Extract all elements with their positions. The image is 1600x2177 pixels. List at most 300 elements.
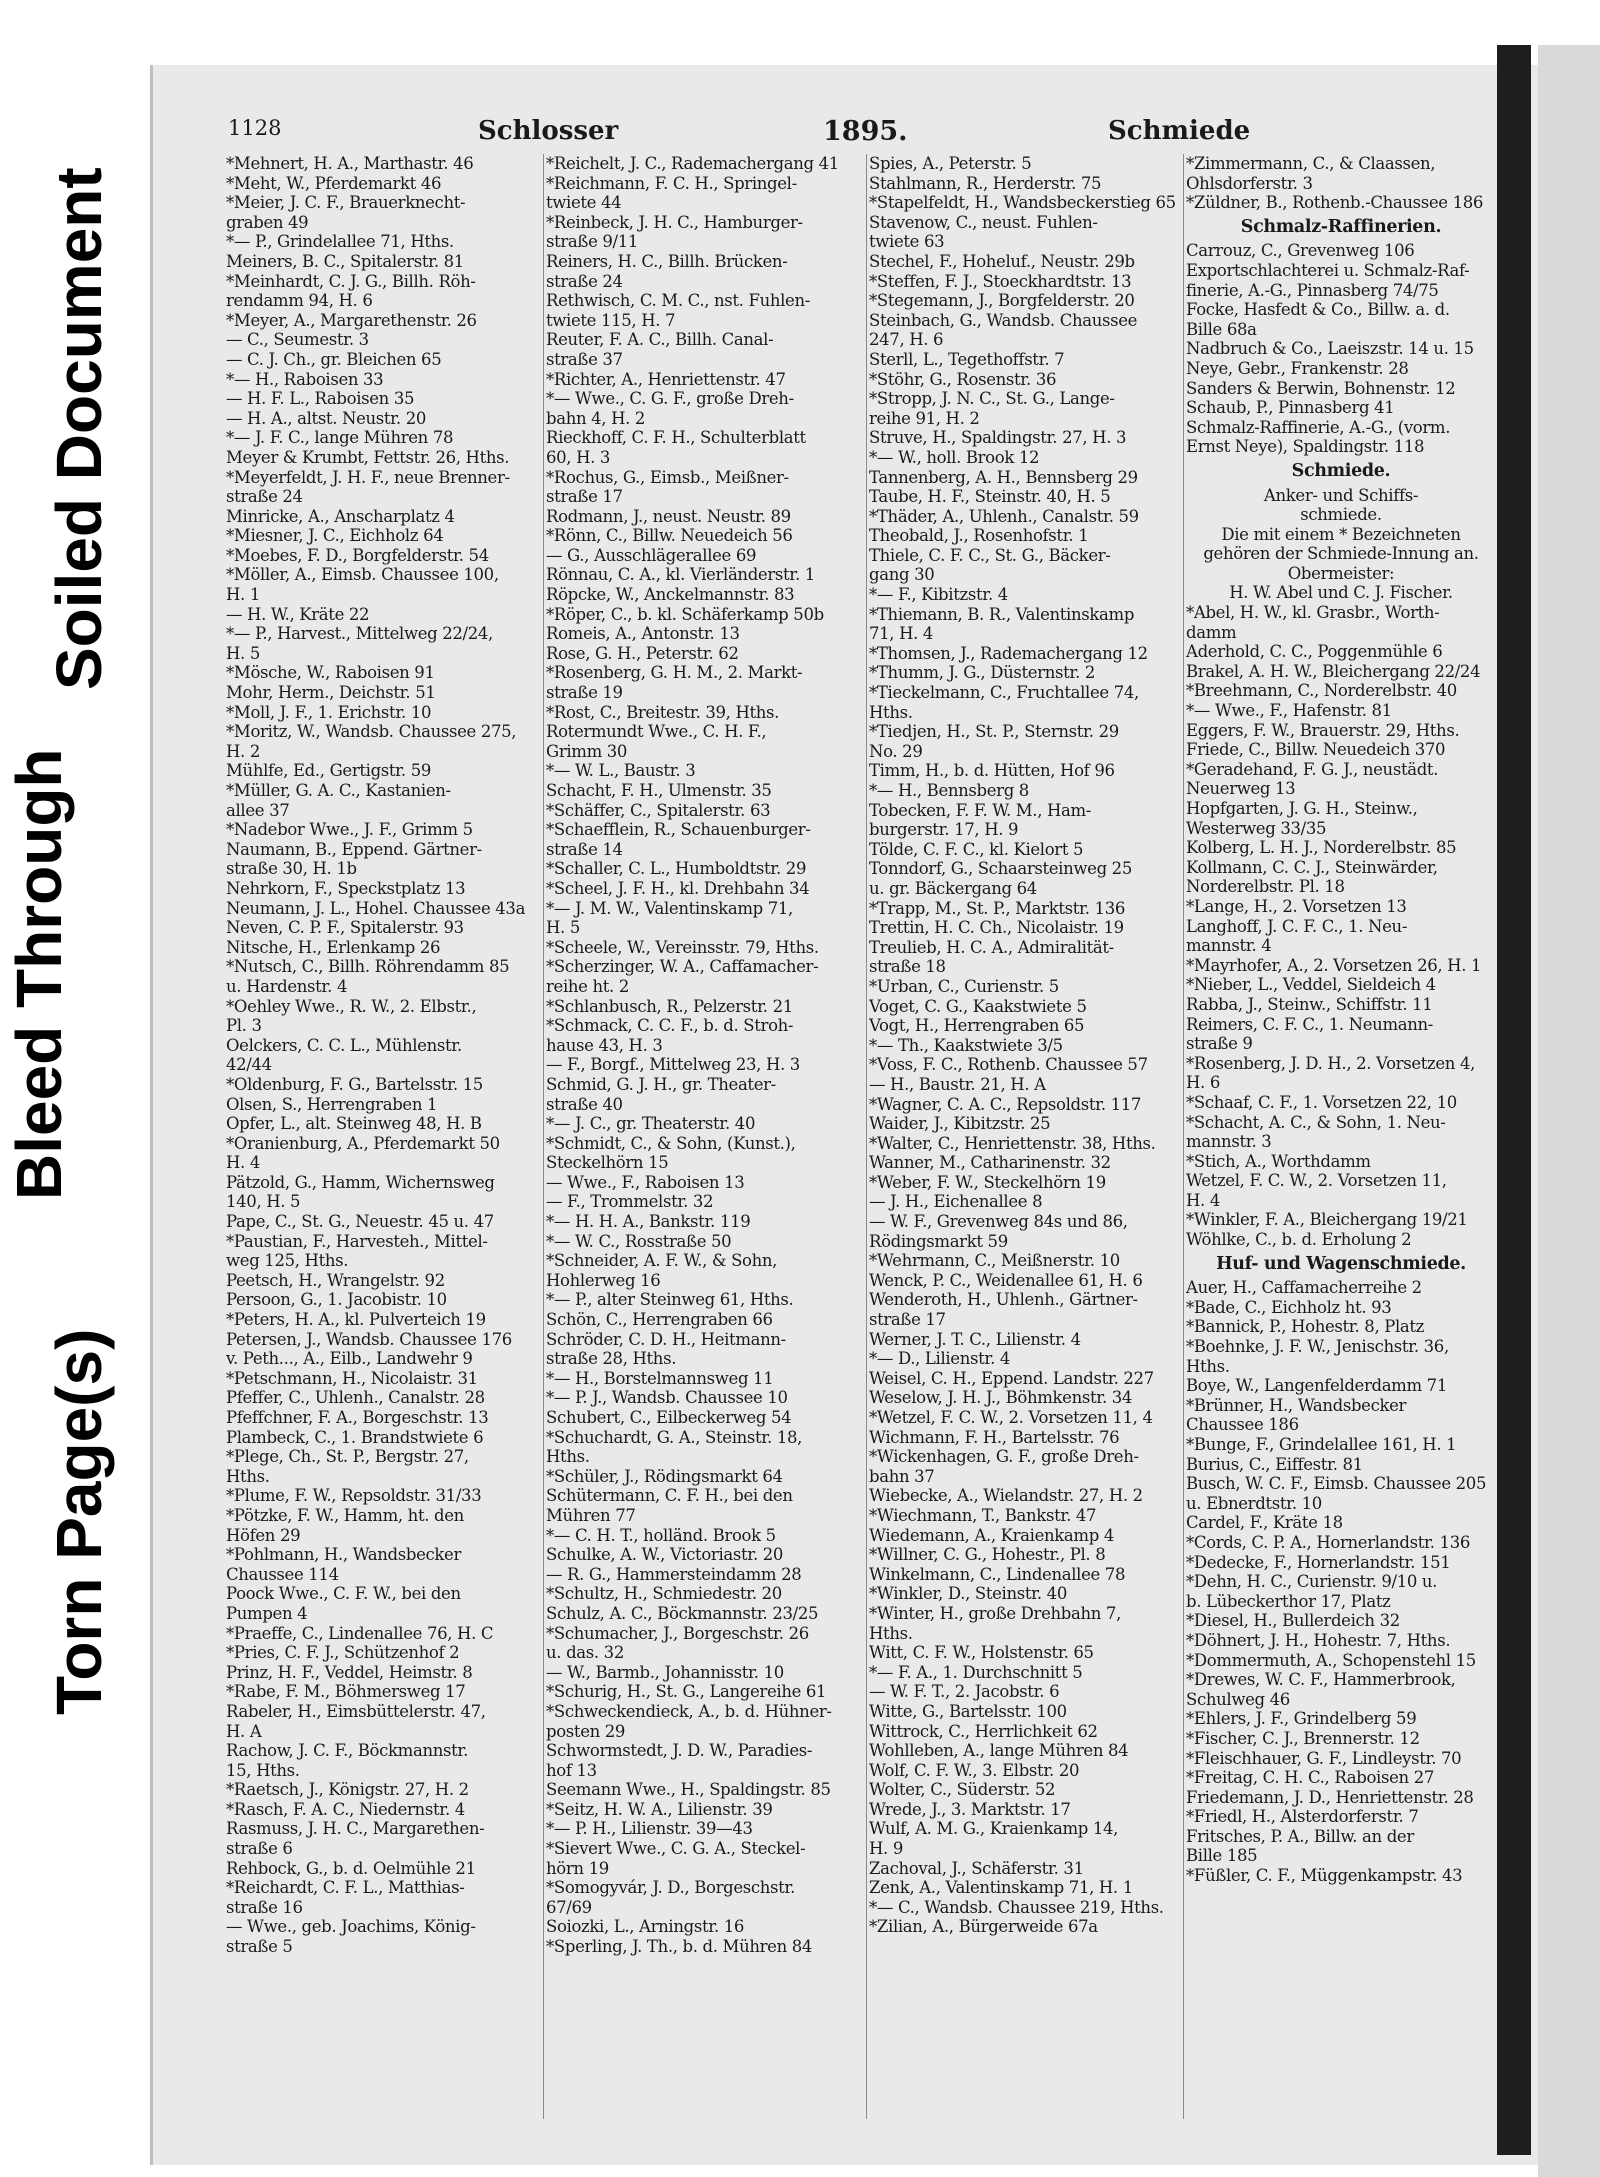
directory-entry: *Praeffe, C., Lindenallee 76, H. C (226, 1623, 494, 1643)
directory-entry: *— C. H. T., holländ. Brook 5 (546, 1525, 776, 1545)
directory-entry: *Reinbeck, J. H. C., Hamburger- (546, 212, 803, 232)
directory-entry: mannstr. 4 (1186, 936, 1272, 956)
directory-entry: Wolf, C. F. W., 3. Elbstr. 20 (869, 1760, 1080, 1780)
directory-entry: *Paustian, F., Harvesteh., Mittel- (226, 1231, 488, 1251)
directory-entry: *Schaefflein, R., Schauenburger- (546, 820, 811, 840)
directory-entry: *Nadebor Wwe., J. F., Grimm 5 (226, 820, 473, 840)
directory-entry: *Fischer, C. J., Brennerstr. 12 (1186, 1728, 1420, 1748)
directory-entry: *Diesel, H., Bullerdeich 32 (1186, 1611, 1400, 1631)
directory-entry: damm (1186, 622, 1237, 642)
directory-entry: Wohlleben, A., lange Mühren 84 (869, 1741, 1129, 1761)
directory-entry: *Voss, F. C., Rothenb. Chaussee 57 (869, 1055, 1148, 1075)
directory-entry: straße 19 (546, 683, 623, 703)
directory-entry: *— D., Lilienstr. 4 (869, 1349, 1011, 1369)
directory-entry: *— P., alter Steinweg 61, Hths. (546, 1290, 794, 1310)
directory-entry: *— W. C., Rosstraße 50 (546, 1231, 732, 1251)
directory-entry: Prinz, H. F., Veddel, Heimstr. 8 (226, 1662, 473, 1682)
directory-entry: u. Hardenstr. 4 (226, 976, 348, 996)
directory-entry: — F., Borgf., Mittelweg 23, H. 3 (546, 1055, 800, 1075)
directory-entry: *— P. H., Lilienstr. 39—43 (546, 1819, 753, 1839)
directory-entry: Hths. (546, 1447, 590, 1467)
directory-entry: straße 24 (226, 487, 303, 507)
directory-entry: Werner, J. T. C., Lilienstr. 4 (869, 1329, 1081, 1349)
column-4 (1186, 154, 1496, 2119)
directory-entry: *— H. H. A., Bankstr. 119 (546, 1212, 751, 1232)
directory-entry: *Petschmann, H., Nicolaistr. 31 (226, 1368, 478, 1388)
directory-entry: *Wehrmann, C., Meißnerstr. 10 (869, 1251, 1120, 1271)
directory-entry: *Schmack, C. C. F., b. d. Stroh- (546, 1016, 794, 1036)
directory-entry: straße 30, H. 1b (226, 859, 357, 879)
directory-entry: *Geradehand, F. G. J., neustädt. (1186, 759, 1439, 779)
column-3 (869, 154, 1181, 2119)
directory-entry: Stavenow, C., neust. Fuhlen- (869, 212, 1098, 232)
directory-entry: *Willner, C. G., Hohestr., Pl. 8 (869, 1545, 1106, 1565)
directory-entry: Rehbock, G., b. d. Oelmühle 21 (226, 1858, 476, 1878)
directory-entry: Struve, H., Spaldingstr. 27, H. 3 (869, 428, 1127, 448)
directory-entry: Wenck, P. C., Weidenallee 61, H. 6 (869, 1270, 1143, 1290)
directory-entry: Boye, W., Langenfelderdamm 71 (1186, 1376, 1447, 1396)
directory-entry: — Wwe., F., Raboisen 13 (546, 1172, 745, 1192)
directory-entry: *Rosenberg, G. H. M., 2. Markt- (546, 663, 803, 683)
directory-entry: Neumann, J. L., Hohel. Chaussee 43a (226, 898, 526, 918)
directory-entry: Spies, A., Peterstr. 5 (869, 154, 1032, 173)
directory-entry: Westerweg 33/35 (1186, 818, 1327, 838)
directory-entry: *Zilian, A., Bürgerweide 67a (869, 1917, 1098, 1937)
directory-entry: *Richter, A., Henriettenstr. 47 (546, 369, 786, 389)
directory-entry: Witte, G., Bartelsstr. 100 (869, 1701, 1067, 1721)
directory-entry: — G., Ausschlägerallee 69 (546, 545, 757, 565)
directory-entry: *Drewes, W. C. F., Hammerbrook, (1186, 1670, 1456, 1690)
directory-entry: *Moebes, F. D., Borgfelderstr. 54 (226, 545, 489, 565)
directory-entry: Chaussee 186 (1186, 1415, 1299, 1435)
directory-entry: *Röper, C., b. kl. Schäferkamp 50b (546, 604, 824, 624)
directory-entry: straße 28, Hths. (546, 1349, 677, 1369)
directory-entry: — W., Barmb., Johannisstr. 10 (546, 1662, 784, 1682)
year-heading: 1895. (823, 116, 908, 147)
directory-entry: 247, H. 6 (869, 330, 944, 350)
directory-entry: straße 24 (546, 271, 623, 291)
directory-entry: Rethwisch, C. M. C., nst. Fuhlen- (546, 291, 810, 311)
directory-entry: *Meinhardt, C. J. G., Billh. Röh- (226, 271, 476, 291)
directory-entry: *Schacht, A. C., & Sohn, 1. Neu- (1186, 1112, 1446, 1132)
directory-entry: Ohlsdorferstr. 3 (1186, 173, 1313, 193)
directory-entry: straße 17 (869, 1310, 946, 1330)
directory-entry: *Meyer, A., Margarethenstr. 26 (226, 310, 477, 330)
directory-entry: *Schaller, C. L., Humboldtstr. 29 (546, 859, 807, 879)
directory-entry: *Wagner, C. A. C., Repsoldstr. 117 (869, 1094, 1142, 1114)
directory-entry: Peetsch, H., Wrangelstr. 92 (226, 1270, 445, 1290)
directory-entry: Rose, G. H., Peterstr. 62 (546, 643, 739, 663)
directory-entry: rendamm 94, H. 6 (226, 291, 373, 311)
column-divider (866, 154, 867, 2119)
column-divider (1183, 154, 1184, 2119)
directory-entry: 67/69 (546, 1897, 592, 1917)
directory-entry: Rabba, J., Steinw., Schiffstr. 11 (1186, 994, 1433, 1014)
directory-entry: *Winkler, F. A., Bleichergang 19/21 (1186, 1210, 1468, 1230)
directory-entry: Pätzold, G., Hamm, Wichernsweg (226, 1172, 495, 1192)
directory-entry: Pfeffer, C., Uhlenh., Canalstr. 28 (226, 1388, 485, 1408)
directory-entry: Schütermann, C. F. H., bei den (546, 1486, 793, 1506)
directory-entry: Nehrkorn, F., Speckstplatz 13 (226, 878, 466, 898)
directory-entry: Chaussee 114 (226, 1564, 339, 1584)
directory-entry: straße 6 (226, 1839, 293, 1859)
directory-entry: Voget, C. G., Kaakstwiete 5 (869, 996, 1087, 1016)
directory-entry: Ernst Neye), Spaldingstr. 118 (1186, 437, 1425, 457)
page-number: 1128 (228, 116, 282, 140)
directory-entry: H. 1 (226, 585, 260, 605)
directory-entry: *Schneider, A. F. W., & Sohn, (546, 1251, 778, 1271)
directory-entry: bahn 37 (869, 1466, 935, 1486)
directory-entry: Vogt, H., Herrengraben 65 (869, 1016, 1085, 1036)
directory-entry: *Schurig, H., St. G., Langereihe 61 (546, 1682, 827, 1702)
directory-entry: Schacht, F. H., Ulmenstr. 35 (546, 781, 772, 800)
soiled-document-label: Soiled Document (43, 167, 115, 690)
directory-entry: *Zimmermann, C., & Claassen, (1186, 154, 1436, 173)
directory-entry: Schulweg 46 (1186, 1689, 1290, 1709)
directory-entry: straße 18 (869, 957, 946, 977)
directory-entry: Nitsche, H., Erlenkamp 26 (226, 937, 441, 957)
directory-entry: Busch, W. C. F., Eimsb. Chaussee 205 (1186, 1474, 1487, 1494)
directory-entry: *Meht, W., Pferdemarkt 46 (226, 173, 442, 193)
directory-entry: Wolter, C., Süderstr. 52 (869, 1780, 1056, 1800)
directory-entry: — F., Trommelstr. 32 (546, 1192, 714, 1212)
directory-entry: hof 13 (546, 1760, 597, 1780)
directory-entry: Reiners, H. C., Billh. Brücken- (546, 251, 788, 271)
directory-entry: Rabeler, H., Eimsbüttelerstr. 47, (226, 1701, 486, 1721)
section-note: schmiede. (1300, 505, 1382, 525)
directory-entry: Wittrock, C., Herrlichkeit 62 (869, 1721, 1098, 1741)
section-note: H. W. Abel und C. J. Fischer. (1229, 583, 1453, 603)
directory-entry: *Schüler, J., Rödingsmarkt 64 (546, 1466, 783, 1486)
directory-entry: *Schumacher, J., Borgeschstr. 26 (546, 1623, 809, 1643)
directory-entry: b. Lübeckerthor 17, Platz (1186, 1591, 1391, 1611)
directory-entry: straße 9/11 (546, 232, 639, 252)
directory-entry: Hohlerweg 16 (546, 1270, 661, 1290)
directory-entry: Naumann, B., Eppend. Gärtner- (226, 839, 482, 859)
directory-entry: Poock Wwe., C. F. W., bei den (226, 1584, 461, 1604)
directory-page (178, 110, 1498, 2130)
directory-entry: burgerstr. 17, H. 9 (869, 820, 1019, 840)
column-divider (543, 154, 544, 2119)
directory-entry: Winkelmann, C., Lindenallee 78 (869, 1564, 1126, 1584)
section-note: Die mit einem * Bezeichneten (1221, 524, 1461, 544)
directory-entry: *Stich, A., Worthdamm (1186, 1151, 1371, 1171)
directory-entry: *— F., Kibitzstr. 4 (869, 585, 1008, 605)
directory-entry: *Plume, F. W., Repsoldstr. 31/33 (226, 1486, 482, 1506)
directory-entry: *Oehley Wwe., R. W., 2. Elbstr., (226, 996, 477, 1016)
directory-entry: Wichmann, F. H., Bartelsstr. 76 (869, 1427, 1120, 1447)
directory-entry: Cardel, F., Kräte 18 (1186, 1513, 1343, 1533)
directory-entry: Zenk, A., Valentinskamp 71, H. 1 (869, 1878, 1133, 1898)
directory-entry: Grimm 30 (546, 741, 628, 761)
directory-entry: Friede, C., Billw. Neuedeich 370 (1186, 740, 1446, 760)
directory-entry: straße 40 (546, 1094, 623, 1114)
directory-entry: Hopfgarten, J. G. H., Steinw., (1186, 799, 1418, 818)
directory-entry: Trettin, H. C. Ch., Nicolaistr. 19 (869, 918, 1124, 938)
directory-entry: Stahlmann, R., Herderstr. 75 (869, 173, 1102, 193)
directory-entry: Waider, J., Kibitzstr. 25 (869, 1114, 1051, 1134)
directory-entry: *Moll, J. F., 1. Erichstr. 10 (226, 702, 432, 722)
directory-entry: Tölde, C. F. C., kl. Kielort 5 (869, 839, 1084, 859)
directory-entry: Meyer & Krumbt, Fettstr. 26, Hths. (226, 447, 510, 467)
directory-entry: Höfen 29 (226, 1525, 301, 1545)
directory-entry: *Wetzel, F. C. W., 2. Vorsetzen 11, 4 (869, 1408, 1153, 1427)
directory-entry: Hths. (226, 1466, 270, 1486)
directory-entry: Pumpen 4 (226, 1603, 308, 1623)
directory-entry: Rödingsmarkt 59 (869, 1231, 1008, 1251)
directory-entry: *Ehlers, J. F., Grindelberg 59 (1186, 1709, 1417, 1729)
torn-pages-label: Torn Page(s) (43, 1328, 115, 1715)
directory-entry: *— F. A., 1. Durchschnitt 5 (869, 1662, 1083, 1682)
directory-entry: Rasmuss, J. H. C., Margarethen- (226, 1819, 485, 1839)
directory-entry: 60, H. 3 (546, 447, 611, 467)
directory-entry: *Schultz, H., Schmiedestr. 20 (546, 1584, 782, 1604)
directory-entry: H. 4 (1186, 1190, 1220, 1210)
directory-entry: Reuter, F. A. C., Billh. Canal- (546, 330, 774, 350)
directory-entry: Nadbruch & Co., Laeiszstr. 14 u. 15 (1186, 339, 1474, 359)
directory-entry: *Oldenburg, F. G., Bartelsstr. 15 (226, 1074, 483, 1094)
directory-entry: *Mehnert, H. A., Marthastr. 46 (226, 154, 474, 173)
side-labels (0, 0, 150, 2177)
directory-entry: Steinbach, G., Wandsb. Chaussee (869, 310, 1138, 330)
directory-entry: — C. J. Ch., gr. Bleichen 65 (226, 349, 442, 369)
directory-entry: *— C., Wandsb. Chaussee 219, Hths. (869, 1897, 1164, 1917)
directory-entry: *Freitag, C. H. C., Raboisen 27 (1186, 1768, 1434, 1788)
directory-entry: *Seitz, H. W. A., Lilienstr. 39 (546, 1799, 773, 1819)
directory-entry: *— W., holl. Brook 12 (869, 447, 1040, 467)
directory-entry: Fritsches, P. A., Billw. an der (1186, 1826, 1414, 1846)
directory-entry: finerie, A.-G., Pinnasberg 74/75 (1186, 280, 1439, 300)
directory-entry: *Urban, C., Curienstr. 5 (869, 976, 1059, 996)
directory-entry: *Rönn, C., Billw. Neuedeich 56 (546, 526, 793, 546)
directory-entry: H. A (226, 1721, 262, 1741)
directory-entry: Theobald, J., Rosenhofstr. 1 (869, 526, 1089, 546)
directory-entry: — W. F. T., 2. Jacobstr. 6 (869, 1682, 1060, 1702)
directory-entry: Eggers, F. W., Brauerstr. 29, Hths. (1186, 720, 1460, 740)
directory-entry: Rotermundt Wwe., C. H. F., (546, 722, 767, 742)
bleed-through-label: Bleed Through (3, 748, 75, 1200)
directory-entry: *Rochus, G., Eimsb., Meißner- (546, 467, 789, 487)
directory-entry: *Schuchardt, G. A., Steinstr. 18, (546, 1427, 803, 1447)
directory-entry: Plambeck, C., 1. Brandstwiete 6 (226, 1427, 484, 1447)
directory-entry: *Mayrhofer, A., 2. Vorsetzen 26, H. 1 (1186, 955, 1482, 975)
directory-entry: *Brünner, H., Wandsbecker (1186, 1395, 1407, 1415)
directory-entry: *Möller, A., Eimsb. Chaussee 100, (226, 565, 499, 585)
directory-entry: straße 17 (546, 487, 623, 507)
directory-entry: Wöhlke, C., b. d. Erholung 2 (1186, 1230, 1412, 1250)
directory-entry: Olsen, S., Herrengraben 1 (226, 1094, 438, 1114)
directory-entry: weg 125, Hths. (226, 1251, 349, 1271)
directory-entry: Timm, H., b. d. Hütten, Hof 96 (869, 761, 1115, 781)
directory-entry: H. 2 (226, 741, 260, 761)
directory-entry: *Schweckendieck, A., b. d. Hühner- (546, 1701, 832, 1721)
directory-entry: Pfeffchner, F. A., Borgeschstr. 13 (226, 1408, 489, 1427)
directory-entry: Aderhold, C. C., Poggenmühle 6 (1186, 642, 1443, 662)
directory-entry: *Pötzke, F. W., Hamm, ht. den (226, 1505, 464, 1525)
directory-entry: *— P., Grindelallee 71, Hths. (226, 232, 454, 252)
directory-entry: twiete 63 (869, 232, 945, 252)
directory-entry: Zachoval, J., Schäferstr. 31 (869, 1858, 1084, 1878)
binding-shadow (1497, 45, 1531, 2155)
directory-entry: Opfer, L., alt. Steinweg 48, H. B (226, 1114, 482, 1134)
directory-entry: Bille 185 (1186, 1846, 1258, 1866)
adjacent-page-edge (1538, 45, 1600, 2177)
directory-entry: Rönnau, C. A., kl. Vierländerstr. 1 (546, 565, 815, 585)
directory-entry: Langhoff, J. C. F. C., 1. Neu- (1186, 916, 1408, 936)
directory-entry: *Breehmann, C., Norderelbstr. 40 (1186, 681, 1457, 701)
directory-entry: *Nieber, L., Veddel, Sieldeich 4 (1186, 975, 1436, 995)
directory-entry: *— W. L., Baustr. 3 (546, 761, 696, 781)
directory-entry: *— P. J., Wandsb. Chaussee 10 (546, 1388, 788, 1408)
directory-entry: Friedemann, J. D., Henriettenstr. 28 (1186, 1787, 1474, 1807)
directory-entry: *Thäder, A., Uhlenh., Canalstr. 59 (869, 506, 1139, 526)
directory-entry: u. Ebnerdtstr. 10 (1186, 1493, 1322, 1513)
directory-entry: *Reichelt, J. C., Rademachergang 41 (546, 154, 839, 173)
directory-entry: *Friedl, H., Alsterdorferstr. 7 (1186, 1807, 1419, 1827)
directory-entry: twiete 115, H. 7 (546, 310, 676, 330)
directory-entry: *Thumm, J. G., Düsternstr. 2 (869, 663, 1096, 683)
directory-entry: Carrouz, C., Grevenweg 106 (1186, 241, 1415, 261)
directory-entry: — C., Seumestr. 3 (226, 330, 369, 350)
directory-entry: 140, H. 5 (226, 1192, 301, 1212)
directory-entry: Persoon, G., 1. Jacobistr. 10 (226, 1290, 447, 1310)
directory-entry: Neye, Gebr., Frankenstr. 28 (1186, 358, 1409, 378)
directory-entry: Schwormstedt, J. D. W., Paradies- (546, 1741, 813, 1761)
directory-entry: straße 9 (1186, 1034, 1253, 1054)
directory-entry: Seemann Wwe., H., Spaldingstr. 85 (546, 1780, 831, 1800)
directory-entry: Brakel, A. H. W., Bleichergang 22/24 (1186, 661, 1481, 681)
directory-entry: *Meyerfeldt, J. H. F., neue Brenner- (226, 467, 510, 487)
directory-entry: *Bannick, P., Hohestr. 8, Platz (1186, 1317, 1425, 1337)
directory-entry: *Schmidt, C., & Sohn, (Kunst.), (546, 1133, 796, 1153)
directory-entry: Soiozki, L., Arningstr. 16 (546, 1917, 745, 1937)
directory-entry: *Scheel, J. F. H., kl. Drehbahn 34 (546, 878, 810, 898)
directory-entry: u. das. 32 (546, 1643, 624, 1663)
directory-entry: Reimers, C. F. C., 1. Neumann- (1186, 1014, 1434, 1034)
directory-entry: bahn 4, H. 2 (546, 408, 646, 428)
directory-entry: u. gr. Bäckergang 64 (869, 878, 1037, 898)
directory-entry: *Bade, C., Eichholz ht. 93 (1186, 1297, 1392, 1317)
section-heading: Schmiede. (1291, 461, 1391, 481)
directory-entry: *Somogyvár, J. D., Borgeschstr. (546, 1878, 796, 1898)
directory-entry: Neuerweg 13 (1186, 779, 1296, 799)
page-header (178, 110, 1498, 150)
directory-entry: *— H., Raboisen 33 (226, 369, 384, 389)
directory-entry: Tannenberg, A. H., Bennsberg 29 (869, 467, 1138, 487)
directory-entry: Petersen, J., Wandsb. Chaussee 176 (226, 1329, 512, 1349)
directory-entry: *Dommermuth, A., Schopenstehl 15 (1186, 1650, 1476, 1670)
directory-entry: *Meier, J. C. F., Brauerknecht- (226, 193, 466, 213)
section-note: Obermeister: (1287, 563, 1395, 583)
directory-entry: — R. G., Hammersteindamm 28 (546, 1564, 802, 1584)
directory-entry: 42/44 (226, 1055, 272, 1075)
directory-entry: Wenderoth, H., Uhlenh., Gärtner- (869, 1290, 1138, 1310)
right-heading: Schmiede (1108, 116, 1251, 146)
directory-entry: Auer, H., Caffamacherreihe 2 (1186, 1278, 1422, 1298)
directory-entry: *Weber, F. W., Steckelhörn 19 (869, 1172, 1106, 1192)
section-heading: Schmalz-Raffinerien. (1240, 217, 1442, 237)
directory-entry: *Steffen, F. J., Stoeckhardtstr. 13 (869, 271, 1132, 291)
directory-entry: *Sperling, J. Th., b. d. Mühren 84 (546, 1937, 813, 1957)
directory-entry: *Plege, Ch., St. P., Bergstr. 27, (226, 1447, 469, 1467)
directory-entry: Weselow, J. H. J., Böhmkenstr. 34 (869, 1388, 1133, 1408)
directory-entry: *— J. C., gr. Theaterstr. 40 (546, 1114, 756, 1134)
left-heading: Schlosser (478, 116, 619, 146)
directory-entry: *Schaaf, C. F., 1. Vorsetzen 22, 10 (1186, 1092, 1457, 1112)
directory-entry: *— Wwe., C. G. F., große Dreh- (546, 389, 794, 409)
directory-entry: Mühlfe, Ed., Gertigstr. 59 (226, 761, 431, 781)
directory-entry: H. 6 (1186, 1073, 1220, 1093)
directory-entry: *Pohlmann, H., Wandsbecker (226, 1545, 462, 1565)
directory-entry: — H. A., altst. Neustr. 20 (226, 408, 426, 428)
directory-entry: Wiedemann, A., Kraienkamp 4 (869, 1525, 1114, 1545)
directory-entry: *Scherzinger, W. A., Caffamacher- (546, 957, 819, 977)
directory-entry: Kolberg, L. H. J., Norderelbstr. 85 (1186, 838, 1457, 858)
column-1 (226, 154, 541, 2119)
directory-entry: *— Th., Kaakstwiete 3/5 (869, 1035, 1063, 1055)
directory-entry: Hths. (869, 1623, 913, 1643)
directory-entry: Schröder, C. D. H., Heitmann- (546, 1329, 786, 1349)
directory-entry: *Walter, C., Henriettenstr. 38, Hths. (869, 1133, 1156, 1153)
directory-entry: H. 9 (869, 1839, 903, 1859)
directory-columns (226, 154, 1496, 2124)
directory-entry: *Abel, H. W., kl. Grasbr., Worth- (1186, 603, 1440, 623)
directory-entry: hörn 19 (546, 1858, 609, 1878)
directory-entry: allee 37 (226, 800, 290, 820)
directory-entry: *Rasch, F. A. C., Niedernstr. 4 (226, 1799, 465, 1819)
directory-entry: reihe 91, H. 2 (869, 408, 980, 428)
directory-entry: *Sievert Wwe., C. G. A., Steckel- (546, 1839, 806, 1859)
directory-entry: H. 5 (226, 643, 260, 663)
directory-entry: *— J. F. C., lange Mühren 78 (226, 428, 454, 448)
directory-entry: Schulke, A. W., Victoriastr. 20 (546, 1545, 784, 1565)
directory-entry: *Peters, H. A., kl. Pulverteich 19 (226, 1310, 486, 1330)
directory-entry: *Thiemann, B. R., Valentinskamp (869, 604, 1135, 624)
directory-entry: 15, Hths. (226, 1760, 300, 1780)
directory-entry: *Stropp, J. N. C., St. G., Lange- (869, 389, 1115, 409)
directory-entry: Schulz, A. C., Böckmannstr. 23/25 (546, 1603, 819, 1623)
directory-entry: *Stapelfeldt, H., Wandsbeckerstieg 65 (869, 193, 1176, 213)
directory-entry: posten 29 (546, 1721, 626, 1741)
directory-entry: Meiners, B. C., Spitalerstr. 81 (226, 251, 464, 271)
directory-entry: *Raetsch, J., Königstr. 27, H. 2 (226, 1780, 469, 1800)
directory-entry: Sanders & Berwin, Bohnenstr. 12 (1186, 378, 1456, 398)
directory-entry: *Füßler, C. F., Müggenkampstr. 43 (1186, 1866, 1463, 1886)
directory-entry: Burius, C., Eiffestr. 81 (1186, 1454, 1363, 1474)
directory-entry: *— Wwe., F., Hafenstr. 81 (1186, 701, 1392, 721)
directory-entry: Hths. (1186, 1356, 1230, 1376)
directory-entry: Schubert, C., Eilbeckerweg 54 (546, 1408, 792, 1427)
directory-entry: Wetzel, F. C. W., 2. Vorsetzen 11, (1186, 1171, 1447, 1191)
directory-entry: Norderelbstr. Pl. 18 (1186, 877, 1345, 897)
directory-entry: *Cords, C. P. A., Hornerlandstr. 136 (1186, 1532, 1470, 1552)
directory-entry: *Schlanbusch, R., Pelzerstr. 21 (546, 996, 793, 1016)
directory-entry: *Dehn, H. C., Curienstr. 9/10 u. (1186, 1572, 1438, 1592)
directory-entry: Rodmann, J., neust. Neustr. 89 (546, 506, 791, 526)
directory-entry: *Mösche, W., Raboisen 91 (226, 663, 435, 683)
directory-entry: straße 14 (546, 839, 623, 859)
directory-entry: Romeis, A., Antonstr. 13 (546, 624, 740, 644)
directory-entry: *Thomsen, J., Rademachergang 12 (869, 643, 1148, 663)
directory-entry: *Stegemann, J., Borgfelderstr. 20 (869, 291, 1135, 311)
directory-entry: *Züldner, B., Rothenb.-Chaussee 186 (1186, 193, 1484, 213)
directory-entry: Stechel, F., Hoheluf., Neustr. 29b (869, 251, 1135, 271)
directory-entry: twiete 44 (546, 193, 622, 213)
directory-entry: *Schäffer, C., Spitalerstr. 63 (546, 800, 771, 820)
directory-entry: straße 37 (546, 349, 623, 369)
directory-entry: — H. W., Kräte 22 (226, 604, 370, 624)
directory-entry: *Moritz, W., Wandsb. Chaussee 275, (226, 722, 517, 742)
